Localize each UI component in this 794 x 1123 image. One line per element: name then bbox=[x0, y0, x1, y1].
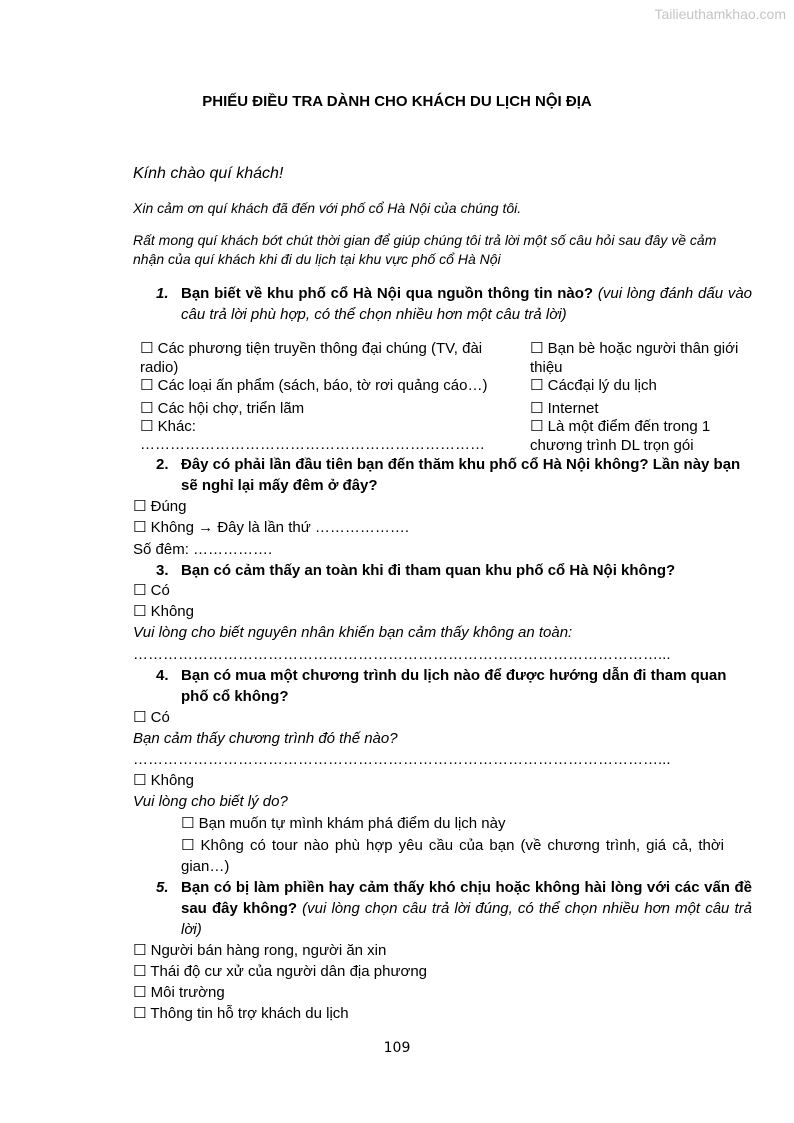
q4-answer-dots[interactable]: ……………………………………………………………………………………………... bbox=[133, 751, 671, 768]
question-1 bbox=[156, 283, 752, 325]
question-3 bbox=[156, 560, 752, 581]
q1-option[interactable]: ☐ Các phương tiện truyền thông đại chúng (TV, đài radio) bbox=[140, 340, 483, 376]
q1-option[interactable]: ☐ Bạn bè hoặc người thân giới thiệu bbox=[530, 340, 739, 376]
q4-reason-option[interactable]: ☐ Không có tour nào phù hợp yêu cầu của bạn (về chương trình, giá cả, thời gian…) bbox=[181, 837, 724, 875]
q1-option[interactable]: ☐ Các hội chợ, triển lãm bbox=[140, 400, 305, 417]
q4-reason-option[interactable]: ☐ Bạn muốn tự mình khám phá điểm du lịch này bbox=[181, 815, 506, 832]
question-number: 4. bbox=[156, 667, 169, 684]
question-note: (vui lòng chọn câu trả lời đúng, có thể chọn nhiều hơn một câu trả lời) bbox=[181, 900, 752, 938]
question-number: 3. bbox=[156, 562, 169, 579]
q2-option-yes[interactable]: ☐ Đúng bbox=[133, 498, 187, 515]
q5-option[interactable]: ☐ Thông tin hỗ trợ khách du lịch bbox=[133, 1005, 349, 1022]
q3-reason-prompt: Vui lòng cho biết nguyên nhân khiến bạn cảm thấy không an toàn: bbox=[133, 624, 573, 641]
q4-why-prompt: Vui lòng cho biết lý do? bbox=[133, 793, 288, 810]
q1-other-dots[interactable]: …………………………………………………………… bbox=[140, 436, 485, 453]
q1-option[interactable]: ☐ Các loại ấn phẩm (sách, báo, tờ rơi quảng cáo…) bbox=[140, 377, 488, 394]
question-text: Bạn có bị làm phiền hay cảm thấy khó chịu hoặc không hài lòng với các vấn đề sau đây không? bbox=[181, 879, 752, 917]
q5-option[interactable]: ☐ Môi trường bbox=[133, 984, 225, 1001]
watermark: Tailieuthamkhao.com bbox=[654, 6, 786, 22]
q3-option-yes[interactable]: ☐ Có bbox=[133, 582, 170, 599]
thanks-text: Xin cảm ơn quí khách đã đến với phố cổ Hà Nội của chúng tôi. bbox=[133, 200, 522, 216]
q1-option[interactable]: ☐ Cácđại lý du lịch bbox=[530, 377, 657, 394]
question-number: 2. bbox=[156, 456, 169, 473]
q5-option[interactable]: ☐ Người bán hàng rong, người ăn xin bbox=[133, 942, 387, 959]
question-number: 5. bbox=[156, 879, 169, 896]
question-5 bbox=[156, 877, 752, 940]
q5-option[interactable]: ☐ Thái độ cư xử của người dân địa phương bbox=[133, 963, 428, 980]
request-text: Rất mong quí khách bớt chút thời gian để giúp chúng tôi trả lời một số câu hỏi sau đây về cảm nhận của quí khách khi đi du lịch tại khu vực phố cổ Hà Nội bbox=[133, 232, 717, 267]
q2-nights[interactable]: Số đêm: ……………. bbox=[133, 541, 273, 558]
q1-option[interactable]: ☐ Internet bbox=[530, 400, 599, 417]
page-title: PHIẾU ĐIỀU TRA DÀNH CHO KHÁCH DU LỊCH NỘI ĐỊA bbox=[202, 93, 592, 110]
q3-option-no[interactable]: ☐ Không bbox=[133, 603, 194, 620]
q4-option-yes[interactable]: ☐ Có bbox=[133, 709, 170, 726]
q4-feel-prompt: Bạn cảm thấy chương trình đó thế nào? bbox=[133, 730, 398, 747]
q1-option[interactable]: ☐ Khác: bbox=[140, 418, 196, 435]
q2-option-no[interactable]: ☐ Không → Đây là lần thứ ………………. bbox=[133, 519, 410, 536]
question-text: Bạn biết về khu phố cổ Hà Nội qua nguồn thông tin nào? bbox=[181, 285, 594, 302]
q3-answer-dots[interactable]: ……………………………………………………………………………………………... bbox=[133, 646, 671, 663]
question-number: 1. bbox=[156, 285, 169, 302]
question-text: Đây có phải lần đầu tiên bạn đến thăm khu phố cổ Hà Nội không? Lần này bạn sẽ nghỉ lại mấy đêm ở đây? bbox=[181, 456, 741, 494]
question-4 bbox=[156, 665, 752, 707]
q4-option-no[interactable]: ☐ Không bbox=[133, 772, 194, 789]
question-text: Bạn có mua một chương trình du lịch nào để được hướng dẫn đi tham quan phố cổ không? bbox=[181, 667, 727, 705]
page-number: 109 bbox=[383, 1040, 411, 1056]
question-note: (vui lòng đánh dấu vào câu trả lời phù hợp, có thể chọn nhiều hơn một câu trả lời) bbox=[181, 285, 753, 323]
question-2 bbox=[156, 454, 752, 496]
q1-option[interactable]: ☐ Là một điểm đến trong 1 chương trình DL trọn gói bbox=[530, 418, 711, 454]
question-text: Bạn có cảm thấy an toàn khi đi tham quan khu phố cổ Hà Nội không? bbox=[181, 562, 676, 579]
greeting: Kính chào quí khách! bbox=[133, 165, 284, 182]
